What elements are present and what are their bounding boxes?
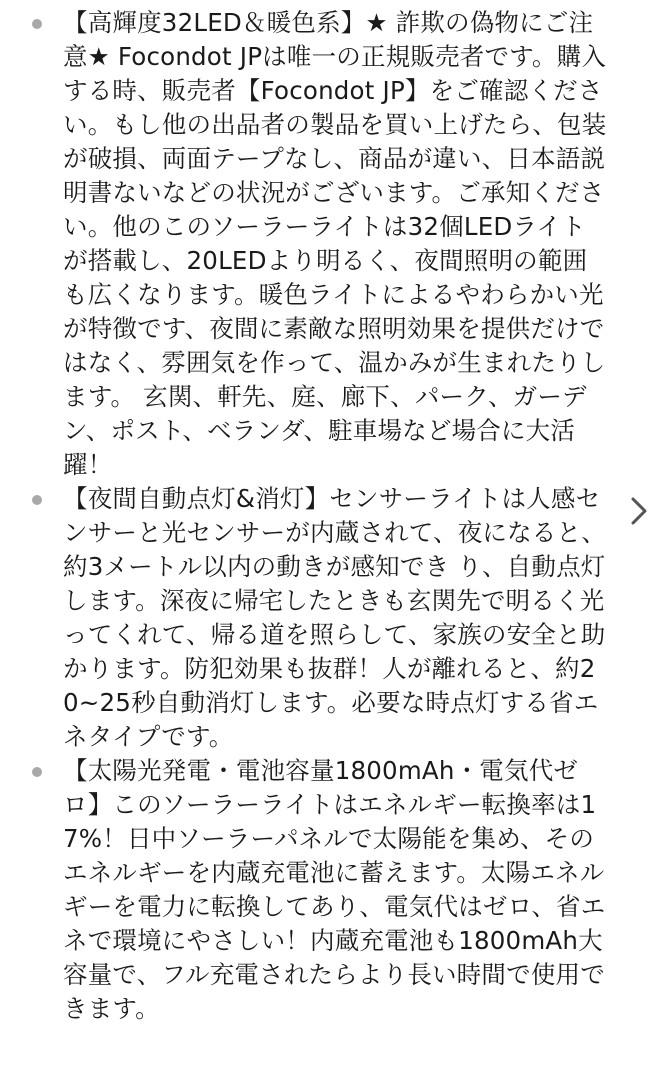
- feature-bullet: [0, 754, 610, 1026]
- chevron-right-icon[interactable]: [626, 494, 652, 528]
- feature-bullet-text: 【太陽光発電・電池容量1800mAh・電気代ゼロ】このソーラーライトはエネルギー転換率は17%！日中ソーラーパネルで太陽能を集め、そのエネルギーを内蔵充電池に蓄えます。太陽エネルギーを電力に転換してあり、電気代はゼロ、省エネで環境にやさしい！内蔵充電池も1800mAh大容量で、フル充電されたらより長い時間で使用できます。: [63, 756, 606, 1023]
- feature-bullet-text: 【夜間自動点灯&消灯】センサーライトは人感センサーと光センサーが内蔵されて、夜になると、約3メートル以内の動きが感知でき り、自動点灯します。深夜に帰宅したときも玄関先で明るく光ってくれて、帰る道を照らして、家族の安全と助かります。防犯効果も抜群！人が離れると、約20~25秒自動消灯します。必要な時点灯する省エネタイプです。: [63, 484, 606, 751]
- bullet-dot: [32, 19, 42, 29]
- bullet-dot: [32, 495, 42, 505]
- bullet-dot: [32, 767, 42, 777]
- feature-bullet-text: 【高輝度32LED＆暖色系】★ 詐欺の偽物にご注意★ Focondot JPは唯一の正規販売者です。購入する時、販売者【Focondot JP】をご確認ください。もし他の出品者の製品を買い上げたら、包装が破損、両面テープなし、商品が違い、日本語説明書ないなどの状況がございます。ご承知ください。他のこのソーラーライトは32個LEDライトが搭載し、20LEDより明るく、夜間照明の範囲も広くなります。暖色ライトによるやわらかい光が特徴です、夜間に素敵な照明効果を提供だけではなく、雰囲気を作って、温かみが生まれたりします。 玄関、軒先、庭、廊下、パーク、ガーデン、ポスト、ベランダ、駐車場など場合に大活躍！: [63, 8, 607, 479]
- feature-bullet-list: [0, 6, 610, 1026]
- chevron-right-icon-svg: [626, 494, 652, 528]
- feature-bullet: [0, 6, 610, 482]
- feature-bullet: [0, 482, 610, 754]
